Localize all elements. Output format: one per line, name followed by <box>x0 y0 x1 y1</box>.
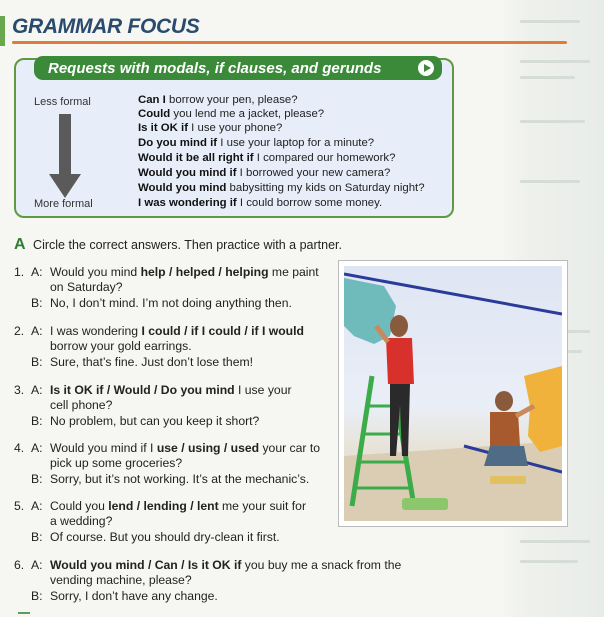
answer-choices: help / helped / helping <box>140 265 269 279</box>
example-sentence: Can I borrow your pen, please? <box>138 94 298 106</box>
example-sentence: Would you mind babysitting my kids on Saturday night? <box>138 182 425 194</box>
grammar-box-title: Requests with modals, if clauses, and gerunds <box>48 59 382 77</box>
down-arrow-icon <box>49 174 81 198</box>
answer-choices: use / using / used <box>156 441 260 455</box>
example-sentence: Would you mind if I borrowed your new camera? <box>138 167 391 179</box>
example-sentence: Could you lend me a jacket, please? <box>138 108 325 120</box>
audio-play-icon[interactable] <box>418 60 434 76</box>
answer-choices: Would you mind / Can / Is it OK if <box>50 558 242 572</box>
example-sentence: Is it OK if I use your phone? <box>138 122 283 134</box>
section-title-underline <box>12 41 567 44</box>
photo-painting-room <box>338 260 568 527</box>
less-formal-label: Less formal <box>34 96 91 108</box>
example-sentence: Do you mind if I use your laptop for a minute? <box>138 137 375 149</box>
formality-arrow-shaft <box>59 114 71 176</box>
exercise-letter: A <box>14 236 26 253</box>
answer-choices: lend / lending / lent <box>108 499 219 513</box>
example-sentence: I was wondering if I could borrow some money. <box>138 197 383 209</box>
exercise-instruction-text: Circle the correct answers. Then practice with a partner. <box>33 238 342 252</box>
answer-choices: I could / if I could / if I would <box>141 324 304 338</box>
example-sentence: Would it be all right if I compared our homework? <box>138 152 396 164</box>
answer-choices: Is it OK if / Would / Do you mind <box>50 383 235 397</box>
section-title: GRAMMAR FOCUS <box>12 15 200 38</box>
painting-scene-illustration <box>344 266 562 521</box>
more-formal-label: More formal <box>34 198 93 210</box>
grammar-box-header <box>34 56 442 80</box>
bottom-marker <box>18 612 30 614</box>
grammar-box <box>14 58 454 218</box>
exercise-instruction <box>14 236 342 254</box>
section-tab-marker <box>0 16 5 46</box>
